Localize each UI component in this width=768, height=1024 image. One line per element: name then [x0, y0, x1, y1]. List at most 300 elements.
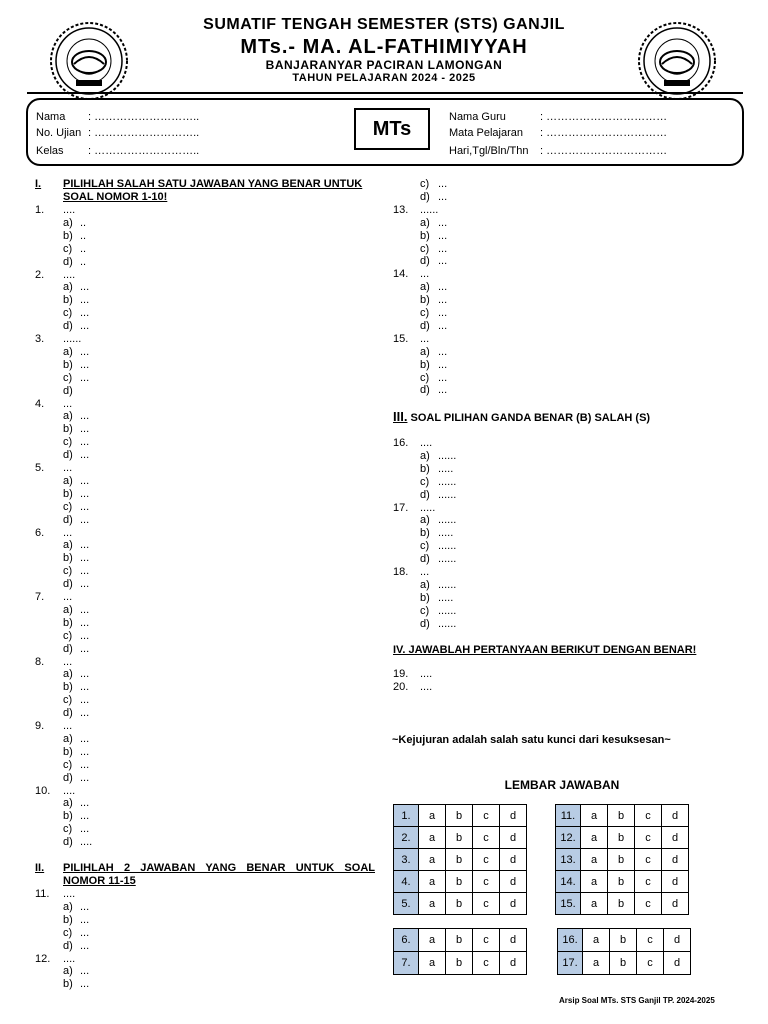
- answer-row: [394, 929, 527, 952]
- option-text: ...: [438, 190, 448, 203]
- option-text: ...: [80, 810, 90, 823]
- answer-option-a[interactable]: a: [419, 893, 446, 915]
- identity-label: Mata Pelajaran: [449, 127, 523, 139]
- answer-row: [394, 871, 527, 893]
- answer-option-c[interactable]: c: [635, 871, 662, 893]
- option-letter: b): [63, 294, 73, 307]
- option-text: ...: [438, 345, 448, 358]
- answer-option-c[interactable]: c: [473, 827, 500, 849]
- answer-option-b[interactable]: b: [446, 871, 473, 893]
- option-text: ......: [438, 475, 457, 488]
- answer-row: [556, 805, 689, 827]
- answer-grid-6-7: [393, 928, 527, 975]
- option-text: ...: [80, 629, 90, 642]
- option-letter: b): [63, 681, 73, 694]
- option-text: ...: [80, 410, 90, 423]
- option-letter: d): [420, 488, 430, 501]
- option-text: ...: [80, 797, 90, 810]
- question-number: 8.: [35, 655, 45, 668]
- answer-number: 1.: [394, 805, 419, 827]
- answer-option-c[interactable]: c: [637, 929, 664, 952]
- answer-sheet-title: LEMBAR JAWABAN: [504, 778, 620, 792]
- answer-option-b[interactable]: b: [608, 805, 635, 827]
- answer-row: [556, 871, 689, 893]
- option-text: ...: [80, 552, 90, 565]
- option-letter: b): [63, 487, 73, 500]
- question-number: 18.: [393, 566, 409, 578]
- option-text: ...: [80, 939, 90, 952]
- option-text: ...: [438, 358, 448, 371]
- option-text: ...: [438, 307, 448, 319]
- answer-option-b[interactable]: b: [608, 849, 635, 871]
- answer-option-a[interactable]: a: [581, 805, 608, 827]
- exam-title: SUMATIF TENGAH SEMESTER (STS) GANJIL: [203, 16, 565, 33]
- option-letter: a): [63, 797, 73, 810]
- option-text: ......: [438, 488, 457, 501]
- answer-option-c[interactable]: c: [635, 805, 662, 827]
- question-number: 12.: [35, 952, 51, 965]
- answer-number: 7.: [394, 952, 419, 975]
- answer-option-b[interactable]: b: [608, 871, 635, 893]
- answer-number: 17.: [558, 952, 583, 975]
- answer-row: [394, 805, 527, 827]
- identity-label: Hari,Tgl/Bln/Thn: [449, 145, 529, 157]
- answer-option-b[interactable]: b: [608, 827, 635, 849]
- answer-option-c[interactable]: c: [473, 952, 500, 975]
- archive-footer: Arsip Soal MTs. STS Ganjil TP. 2024-2025: [559, 996, 715, 1005]
- question-text: ...: [63, 462, 73, 474]
- section-4-heading: IV. JAWABLAH PERTANYAAN BERIKUT DENGAN BENAR!: [393, 644, 697, 656]
- question-number: 1.: [35, 204, 45, 216]
- option-text: ...: [80, 913, 90, 926]
- question-text: ...: [63, 397, 73, 410]
- option-letter: d): [63, 771, 73, 784]
- section-2-line1: PILIHLAH 2 JAWABAN YANG BENAR UNTUK SOAL: [63, 862, 375, 874]
- option-text: ...: [80, 307, 90, 320]
- answer-option-b[interactable]: b: [446, 849, 473, 871]
- answer-grid-1-5: [393, 804, 527, 915]
- option-letter: b): [420, 527, 430, 540]
- option-text: ...: [80, 474, 90, 487]
- question-number: 13.: [393, 203, 409, 216]
- option-letter: c): [63, 242, 73, 255]
- option-text: ...: [80, 449, 90, 462]
- option-text: ...: [80, 358, 90, 371]
- answer-number: 2.: [394, 827, 419, 849]
- identity-value: : ……………………………: [540, 145, 668, 157]
- option-text: ...: [80, 345, 90, 358]
- option-text: ......: [438, 553, 457, 566]
- option-letter: a): [63, 281, 73, 294]
- answer-number: 3.: [394, 849, 419, 871]
- option-text: ...: [80, 603, 90, 616]
- option-text: ...: [80, 436, 90, 449]
- question-text: ......: [63, 333, 82, 345]
- identity-label: Nama: [36, 111, 66, 123]
- answer-option-c[interactable]: c: [473, 871, 500, 893]
- answer-number: 14.: [556, 871, 581, 893]
- option-text: ...: [80, 539, 90, 552]
- option-letter: d): [63, 642, 73, 655]
- option-letter: b): [63, 810, 73, 823]
- question-number: 11.: [35, 888, 50, 900]
- option-letter: c): [63, 629, 73, 642]
- question-text: ....: [420, 668, 433, 680]
- option-text: ...: [80, 423, 90, 436]
- option-text: ..: [80, 255, 87, 268]
- option-letter: d): [63, 255, 73, 268]
- option-text: ..: [80, 229, 87, 242]
- question-text: ....: [420, 437, 433, 449]
- option-text: ...: [80, 642, 90, 655]
- option-letter: d): [63, 707, 73, 720]
- answer-option-a[interactable]: a: [581, 871, 608, 893]
- question-text: ...: [63, 526, 73, 539]
- option-text: .....: [438, 462, 454, 475]
- option-text: ...: [438, 242, 448, 255]
- option-letter: d): [63, 939, 73, 952]
- question-number: 17.: [393, 501, 409, 514]
- answer-number: 13.: [556, 849, 581, 871]
- answer-option-b[interactable]: b: [446, 827, 473, 849]
- answer-option-d[interactable]: d: [500, 952, 527, 975]
- question-text: ...: [420, 566, 430, 578]
- question-text: ...: [63, 720, 73, 732]
- answer-option-a[interactable]: a: [419, 849, 446, 871]
- option-letter: a): [63, 410, 73, 423]
- option-letter: d): [420, 319, 430, 332]
- option-letter: d): [420, 553, 430, 566]
- option-letter: b): [63, 913, 73, 926]
- answer-option-a[interactable]: a: [419, 871, 446, 893]
- question-text: ....: [420, 680, 433, 693]
- option-letter: c): [420, 540, 430, 553]
- option-letter: b): [63, 358, 73, 371]
- option-text: ...: [80, 926, 90, 939]
- identity-name-row: [36, 111, 199, 123]
- section-1-number: I.: [35, 178, 42, 190]
- option-text: ......: [438, 604, 457, 617]
- option-letter: b): [63, 552, 73, 565]
- option-letter: a): [420, 216, 430, 229]
- question-number: 3.: [35, 333, 45, 345]
- option-letter: a): [420, 449, 430, 462]
- option-letter: a): [420, 578, 430, 591]
- option-text: ...: [438, 216, 448, 229]
- option-text: ...: [80, 513, 90, 526]
- option-text: ...: [80, 823, 90, 836]
- question-number: 14.: [393, 268, 409, 281]
- answer-option-d[interactable]: d: [662, 827, 689, 849]
- academic-year: TAHUN PELAJARAN 2024 - 2025: [292, 72, 476, 84]
- question-text: ....: [63, 784, 76, 797]
- option-text: ...: [80, 965, 90, 978]
- answer-option-c[interactable]: c: [473, 849, 500, 871]
- question-text: ...: [420, 268, 430, 281]
- option-letter: a): [63, 900, 73, 913]
- answer-option-d[interactable]: d: [662, 893, 689, 915]
- identity-value: : ………………………..: [88, 145, 200, 157]
- option-text: ...: [80, 978, 90, 991]
- answer-option-c[interactable]: c: [473, 805, 500, 827]
- question-text: ...: [63, 591, 73, 603]
- question-text: .....: [420, 501, 436, 514]
- question-number: 16.: [393, 437, 409, 449]
- option-text: ...: [438, 384, 448, 397]
- option-letter: d): [63, 836, 73, 849]
- question-text: ....: [63, 204, 76, 216]
- option-text: ...: [80, 371, 90, 384]
- identity-label: No. Ujian: [36, 127, 82, 139]
- answer-row: [394, 827, 527, 849]
- answer-option-d[interactable]: d: [500, 827, 527, 849]
- answer-option-b[interactable]: b: [446, 952, 473, 975]
- option-text: ...: [80, 732, 90, 745]
- answer-number: 4.: [394, 871, 419, 893]
- option-letter: c): [420, 242, 430, 255]
- option-letter: c): [63, 371, 73, 384]
- school-name: MTs.- MA. AL-FATHIMIYYAH: [240, 36, 528, 58]
- identity-value: : ……………………………: [540, 111, 668, 123]
- option-text: ...: [80, 565, 90, 578]
- section-3-text: SOAL PILIHAN GANDA BENAR (B) SALAH (S): [410, 412, 651, 424]
- answer-row: [394, 849, 527, 871]
- identity-label: Kelas: [36, 145, 64, 157]
- option-text: ......: [438, 449, 457, 462]
- answer-option-b[interactable]: b: [446, 805, 473, 827]
- option-letter: a): [63, 965, 73, 978]
- answer-row: [556, 827, 689, 849]
- option-letter: b): [63, 745, 73, 758]
- answer-option-d[interactable]: d: [500, 871, 527, 893]
- answer-option-a[interactable]: a: [581, 893, 608, 915]
- option-letter: b): [420, 358, 430, 371]
- answer-option-a[interactable]: a: [581, 849, 608, 871]
- option-letter: c): [63, 500, 73, 513]
- identity-class-row: [36, 145, 199, 157]
- answer-row: [394, 952, 527, 975]
- option-text: .....: [438, 591, 454, 604]
- option-letter: b): [63, 229, 73, 242]
- option-letter: d): [420, 255, 430, 268]
- option-letter: c): [63, 926, 73, 939]
- section-3-number: III.: [393, 409, 408, 424]
- answer-option-c[interactable]: c: [473, 893, 500, 915]
- option-letter: c): [63, 823, 73, 836]
- answer-option-a[interactable]: a: [419, 805, 446, 827]
- answer-grid-16-17: [557, 928, 691, 975]
- option-letter: d): [63, 320, 73, 333]
- option-text: ..: [80, 242, 87, 255]
- option-text: ...: [80, 578, 90, 591]
- answer-number: 6.: [394, 929, 419, 952]
- answer-number: 5.: [394, 893, 419, 915]
- option-text: ...: [438, 229, 448, 242]
- question-number: 10.: [35, 784, 51, 797]
- option-text: ...: [80, 900, 90, 913]
- answer-row: [556, 849, 689, 871]
- school-address: BANJARANYAR PACIRAN LAMONGAN: [265, 58, 503, 72]
- answer-number: 12.: [556, 827, 581, 849]
- answer-option-a[interactable]: a: [581, 827, 608, 849]
- question-text: ...: [420, 332, 430, 345]
- option-text: ...: [80, 668, 90, 681]
- option-letter: d): [420, 617, 430, 630]
- option-letter: a): [420, 345, 430, 358]
- identity-label: Nama Guru: [449, 111, 506, 123]
- option-text: ...: [80, 500, 90, 513]
- answer-option-b[interactable]: b: [610, 929, 637, 952]
- option-text: ...: [438, 178, 448, 190]
- option-text: ...: [80, 320, 90, 333]
- option-letter: c): [420, 178, 430, 190]
- question-number: 6.: [35, 526, 45, 539]
- level-badge: MTs: [354, 108, 430, 150]
- answer-option-d[interactable]: d: [500, 805, 527, 827]
- option-letter: a): [420, 281, 430, 294]
- answer-option-d[interactable]: d: [664, 929, 691, 952]
- option-text: ...: [438, 281, 448, 294]
- answer-grid-11-15: [555, 804, 689, 915]
- answer-option-b[interactable]: b: [608, 893, 635, 915]
- option-text: ...: [80, 771, 90, 784]
- option-letter: a): [63, 732, 73, 745]
- identity-value: : ………………………..: [88, 127, 200, 139]
- question-text: ...: [63, 655, 73, 668]
- option-letter: c): [63, 307, 73, 320]
- option-letter: c): [420, 604, 430, 617]
- option-text: ...: [80, 294, 90, 307]
- answer-number: 15.: [556, 893, 581, 915]
- question-number: 5.: [35, 462, 45, 474]
- answer-option-b[interactable]: b: [610, 952, 637, 975]
- option-letter: c): [420, 475, 430, 488]
- section-1-heading: [63, 178, 362, 204]
- option-letter: d): [63, 513, 73, 526]
- option-letter: d): [420, 384, 430, 397]
- option-letter: c): [63, 436, 73, 449]
- option-letter: a): [63, 345, 73, 358]
- answer-row: [394, 893, 527, 915]
- answer-option-b[interactable]: b: [446, 893, 473, 915]
- question-number: 7.: [35, 591, 45, 603]
- option-letter: d): [63, 384, 73, 397]
- answer-number: 16.: [558, 929, 583, 952]
- option-text: ...: [438, 319, 448, 332]
- section-3-heading: [393, 410, 650, 425]
- answer-option-a[interactable]: a: [583, 929, 610, 952]
- option-letter: b): [63, 423, 73, 436]
- question-text: ....: [63, 268, 76, 281]
- option-text: ...: [438, 294, 448, 307]
- answer-option-d[interactable]: d: [662, 805, 689, 827]
- option-text: ..: [80, 216, 87, 229]
- identity-date-row: [449, 145, 667, 157]
- option-text: ......: [438, 617, 457, 630]
- option-letter: c): [420, 371, 430, 384]
- answer-option-a[interactable]: a: [419, 929, 446, 952]
- question-number: 4.: [35, 397, 45, 410]
- section-1-line2: SOAL NOMOR 1-10!: [63, 191, 168, 203]
- option-text: ...: [80, 616, 90, 629]
- question-number: 15.: [393, 332, 409, 345]
- identity-value: : ………………………..: [88, 111, 200, 123]
- option-text: .....: [438, 527, 454, 540]
- answer-option-d[interactable]: d: [500, 929, 527, 952]
- identity-value: : ……………………………: [540, 127, 668, 139]
- option-text: ...: [438, 255, 448, 268]
- question-number: 19.: [393, 668, 409, 680]
- option-letter: a): [63, 603, 73, 616]
- identity-subject-row: [449, 127, 667, 139]
- option-text: ...: [80, 745, 90, 758]
- answer-option-a[interactable]: a: [419, 827, 446, 849]
- option-letter: b): [420, 462, 430, 475]
- answer-option-d[interactable]: d: [664, 952, 691, 975]
- option-letter: a): [63, 539, 73, 552]
- answer-option-d[interactable]: d: [662, 849, 689, 871]
- identity-exam-no-row: [36, 127, 199, 139]
- question-number: 20.: [393, 680, 409, 693]
- answer-row: [558, 929, 691, 952]
- option-letter: b): [420, 591, 430, 604]
- answer-option-c[interactable]: c: [635, 827, 662, 849]
- answer-option-a[interactable]: a: [419, 952, 446, 975]
- answer-option-d[interactable]: d: [500, 849, 527, 871]
- answer-row: [556, 893, 689, 915]
- option-text: ...: [80, 681, 90, 694]
- option-letter: c): [63, 694, 73, 707]
- option-letter: d): [63, 449, 73, 462]
- option-text: ...: [80, 487, 90, 500]
- question-text: ......: [420, 203, 439, 216]
- option-text: ...: [80, 694, 90, 707]
- option-letter: b): [63, 978, 73, 991]
- option-letter: c): [420, 307, 430, 319]
- option-letter: b): [420, 294, 430, 307]
- option-letter: b): [63, 616, 73, 629]
- option-text: ...: [80, 758, 90, 771]
- option-text: ......: [438, 540, 457, 553]
- answer-option-d[interactable]: d: [500, 893, 527, 915]
- question-number: 2.: [35, 268, 45, 281]
- option-letter: d): [420, 190, 430, 203]
- answer-option-c[interactable]: c: [635, 893, 662, 915]
- option-letter: b): [420, 229, 430, 242]
- section-1-line1: PILIHLAH SALAH SATU JAWABAN YANG BENAR UNTUK: [63, 178, 363, 190]
- answer-option-a[interactable]: a: [583, 952, 610, 975]
- answer-option-c[interactable]: c: [637, 952, 664, 975]
- option-letter: a): [63, 474, 73, 487]
- option-text: ...: [80, 707, 90, 720]
- option-letter: c): [63, 565, 73, 578]
- question-text: ....: [63, 888, 76, 900]
- option-text: ...: [438, 371, 448, 384]
- motivational-quote: ~Kejujuran adalah salah satu kunci dari kesuksesan~: [392, 734, 671, 746]
- answer-option-b[interactable]: b: [446, 929, 473, 952]
- option-letter: a): [63, 668, 73, 681]
- section-2-number: II.: [35, 862, 45, 874]
- answer-number: 11.: [556, 805, 581, 827]
- answer-row: [558, 952, 691, 975]
- option-text: ...: [80, 281, 90, 294]
- answer-option-c[interactable]: c: [635, 849, 662, 871]
- option-text: ......: [438, 578, 457, 591]
- answer-option-d[interactable]: d: [662, 871, 689, 893]
- answer-option-c[interactable]: c: [473, 929, 500, 952]
- question-number: 9.: [35, 720, 45, 732]
- option-text: ......: [438, 514, 457, 527]
